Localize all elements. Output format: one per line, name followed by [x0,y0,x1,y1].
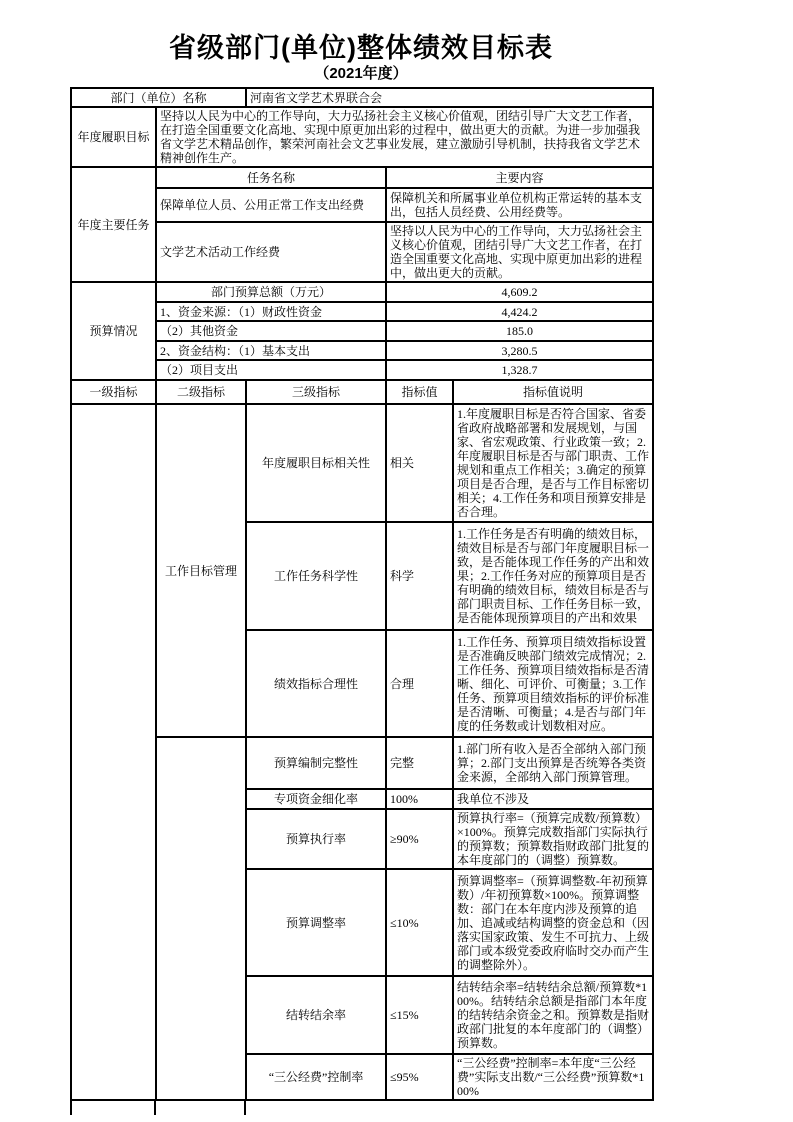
budget-value-cell: 1,328.7 [386,360,653,380]
budget-section-label: 预算情况 [71,282,156,380]
header-value: 指标值 [386,380,453,404]
table-cut-stub [154,1101,156,1115]
budget-row [71,282,653,302]
budget-row [71,341,653,360]
indicator-value-cell: 相关 [386,404,453,522]
dept-name-label: 部门（单位）名称 [71,88,246,107]
indicator-name-cell: 绩效指标合理性 [246,630,386,737]
indicator-desc-cell: 我单位不涉及 [453,789,653,809]
performance-table [70,87,654,1101]
indicator-desc-cell: 1.工作任务是否有明确的绩效目标，绩效目标是否与部门年度履职目标一致，是否能体现工作任务的产出和效果；2.工作任务对应的预算项目是否有明确的绩效目标，绩效目标是否与部门职责目标、工作任务目标一致，是否能体现预算项目的产出和效果 [453,522,653,630]
budget-value-cell: 3,280.5 [386,341,653,360]
task-content-cell: 保障机关和所属事业单位机构正常运转的基本支出，包括人员经费、公用经费等。 [386,188,653,222]
task-content-cell: 坚持以人民为中心的工作导向，大力弘扬社会主义核心价值观，团结引导广大文艺工作者，在打造全国重要文化高地、实现中原更加出彩的进程中，做出更大的贡献。 [386,222,653,282]
budget-label-cell: 部门预算总额（万元） [156,282,386,302]
budget-value-cell: 4,609.2 [386,282,653,302]
indicator-row [71,737,653,789]
indicator-value-cell: 科学 [386,522,453,630]
annual-goal-text: 坚持以人民为中心的工作导向，大力弘扬社会主义核心价值观，团结引导广大文艺工作者，在打造全国重要文化高地、实现中原更加出彩的过程中，做出更大的贡献。为进一步加强我省文学艺术精品创作，繁荣河南社会文艺事业发展，建立激励引导机制，扶持我省文学艺术精神创作生产。 [156,107,653,167]
indicator-name-cell: 预算执行率 [246,809,386,869]
indicator-name-cell: 结转结余率 [246,976,386,1054]
indicator-value-cell: ≥90% [386,809,453,869]
indicator-desc-cell: 结转结余率=结转结余总额/预算数*100%。结转结余总额是指部门本年度的结转结余资金之和。预算数是指财政部门批复的本年度部门的（调整）预算数。 [453,976,653,1054]
indicator-value-cell: ≤95% [386,1054,453,1100]
budget-value-cell: 4,424.2 [386,302,653,321]
budget-label-cell: 2、资金结构：（1）基本支出 [156,341,386,360]
annual-goal-label: 年度履职目标 [71,107,156,167]
header-level2: 二级指标 [156,380,246,404]
header-level1: 一级指标 [71,380,156,404]
indicator-desc-cell: 1.工作任务、预算项目绩效指标设置是否准确反映部门绩效完成情况；2.工作任务、预算项目绩效指标是否清晰、细化、可评价、可衡量；3.工作任务、预算项目绩效指标的评价标准是否清晰、可衡量；4.是否与部门年度的任务数或计划数相对应。 [453,630,653,737]
indicator-name-cell: 专项资金细化率 [246,789,386,809]
doc-subtitle: （2021年度） [314,65,408,82]
budget-row [71,360,653,380]
level2-group-cell [156,737,246,1100]
indicator-desc-cell: 预算执行率=（预算完成数/预算数）×100%。预算完成数指部门实际执行的预算数；预算数指财政部门批复的本年度部门的（调整）预算数。 [453,809,653,869]
tasks-section-label: 年度主要任务 [71,167,156,282]
task-name-header: 任务名称 [156,167,386,188]
level2-group-cell: 工作目标管理 [156,404,246,737]
table-cut-stub [70,1101,72,1115]
indicator-value-cell: 合理 [386,630,453,737]
indicator-name-cell: 年度履职目标相关性 [246,404,386,522]
dept-name-value: 河南省文学艺术界联合会 [246,88,653,107]
indicator-name-cell: 工作任务科学性 [246,522,386,630]
budget-value-cell: 185.0 [386,321,653,341]
indicator-name-cell: “三公经费”控制率 [246,1054,386,1100]
indicator-value-cell: ≤15% [386,976,453,1054]
indicator-row [71,404,653,522]
indicator-header-row [71,380,653,404]
header-desc: 指标值说明 [453,380,653,404]
level1-group-cell [71,404,156,1100]
indicator-value-cell: ≤10% [386,869,453,976]
task-row [71,188,653,222]
task-row [71,222,653,282]
performance-table-wrapper [70,87,652,1101]
budget-label-cell: 1、资金来源：（1）财政性资金 [156,302,386,321]
doc-title: 省级部门(单位)整体绩效目标表 [169,33,553,63]
header-level3: 三级指标 [246,380,386,404]
budget-label-cell: （2）其他资金 [156,321,386,341]
indicator-value-cell: 100% [386,789,453,809]
budget-label-cell: （2）项目支出 [156,360,386,380]
task-name-cell: 保障单位人员、公用正常工作支出经费 [156,188,386,222]
indicator-value-cell: 完整 [386,737,453,789]
budget-row [71,321,653,341]
budget-row [71,302,653,321]
table-cut-stub [244,1101,246,1115]
indicator-name-cell: 预算编制完整性 [246,737,386,789]
indicator-desc-cell: “三公经费”控制率=本年度“三公经费”实际支出数/“三公经费”预算数*100% [453,1054,653,1100]
indicator-desc-cell: 1.年度履职目标是否符合国家、省委省政府战略部署和发展规划，与国家、省宏观政策、行业政策一致；2.年度履职目标是否与部门职责、工作规划和重点工作相关；3.确定的预算项目是否合理，是否与工作目标密切相关；4.工作任务和项目预算安排是否合理。 [453,404,653,522]
indicator-desc-cell: 1.部门所有收入是否全部纳入部门预算；2.部门支出预算是否统筹各类资金来源，全部纳入部门预算管理。 [453,737,653,789]
indicator-desc-cell: 预算调整率=（预算调整数-年初预算数）/年初预算数×100%。预算调整数：部门在本年度内涉及预算的追加、追减或结构调整的资金总和（因落实国家政策、发生不可抗力、上级部门或本级党委政府临时交办而产生的调整除外）。 [453,869,653,976]
indicator-name-cell: 预算调整率 [246,869,386,976]
task-name-cell: 文学艺术活动工作经费 [156,222,386,282]
task-content-header: 主要内容 [386,167,653,188]
